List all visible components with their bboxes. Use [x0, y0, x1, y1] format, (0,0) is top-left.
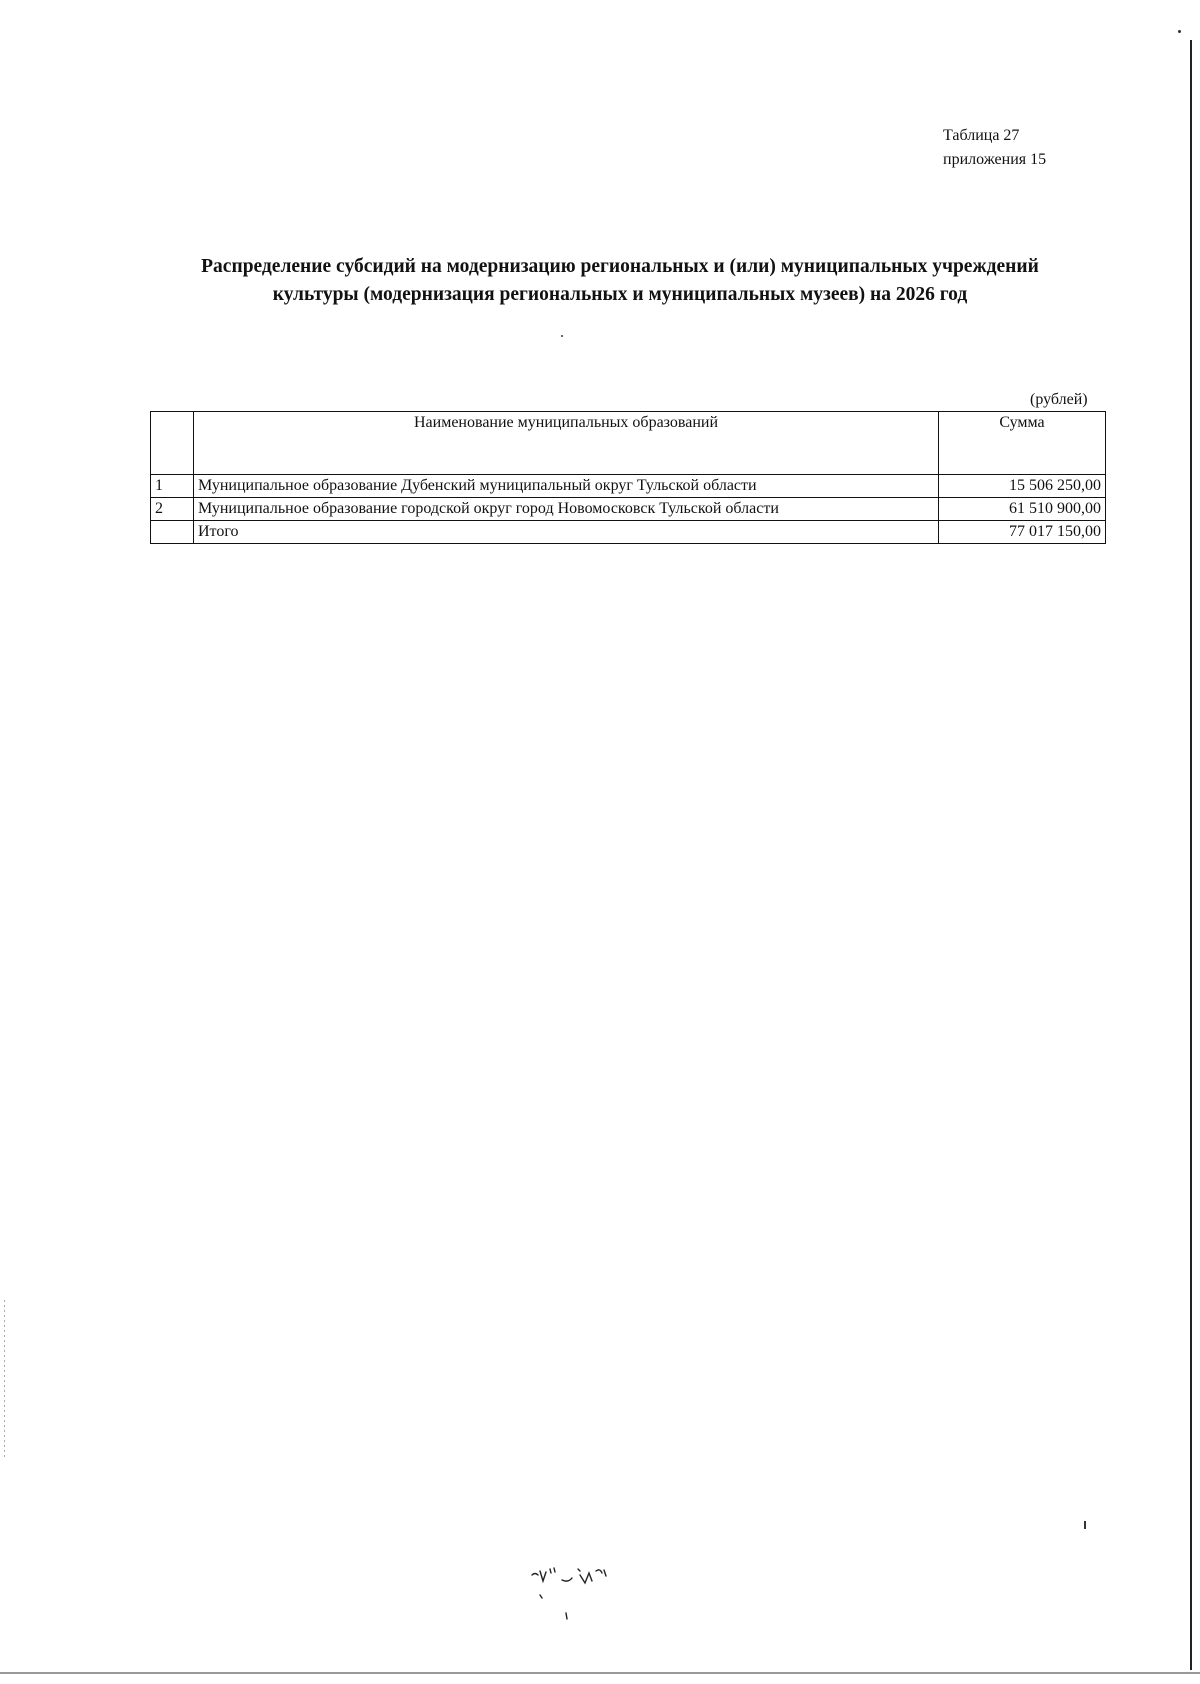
subsidy-table	[150, 411, 1106, 544]
column-header-sum: Сумма	[939, 412, 1106, 475]
units-label: (рублей)	[1030, 391, 1088, 408]
row-number: 1	[151, 475, 194, 498]
title-line-1: Распределение субсидий на модернизацию региональных и (или) муниципальных учреждений	[201, 256, 1039, 277]
title-line-2: культуры (модернизация региональных и муниципальных музеев) на 2026 год	[272, 284, 968, 305]
handwritten-signature	[530, 1555, 640, 1635]
municipality-name: Муниципальное образование городской округ город Новомосковск Тульской области	[194, 498, 939, 521]
municipality-name: Муниципальное образование Дубенский муниципальный округ Тульской области	[194, 475, 939, 498]
scan-speck	[1178, 30, 1181, 33]
total-row	[151, 521, 1106, 544]
column-header-name: Наименование муниципальных образований	[194, 412, 939, 475]
row-number: 2	[151, 498, 194, 521]
subsidy-amount: 15 506 250,00	[939, 475, 1106, 498]
row-number	[151, 521, 194, 544]
subsidy-amount: 61 510 900,00	[939, 498, 1106, 521]
scan-border-right	[1190, 40, 1192, 1670]
total-label: Итого	[194, 521, 939, 544]
table-row	[151, 475, 1106, 498]
table-number-label: Таблица 27	[943, 127, 1020, 144]
table-row	[151, 498, 1106, 521]
scan-speck	[1084, 1521, 1086, 1529]
table-reference	[943, 124, 1046, 172]
scan-border-left	[4, 1300, 5, 1460]
appendix-label: приложения 15	[943, 151, 1047, 168]
scan-border-bottom	[0, 1672, 1200, 1674]
column-header-number	[151, 412, 194, 475]
total-amount: 77 017 150,00	[939, 521, 1106, 544]
document-title	[150, 253, 1090, 309]
table-header-row	[151, 412, 1106, 475]
scan-speck	[561, 335, 563, 337]
